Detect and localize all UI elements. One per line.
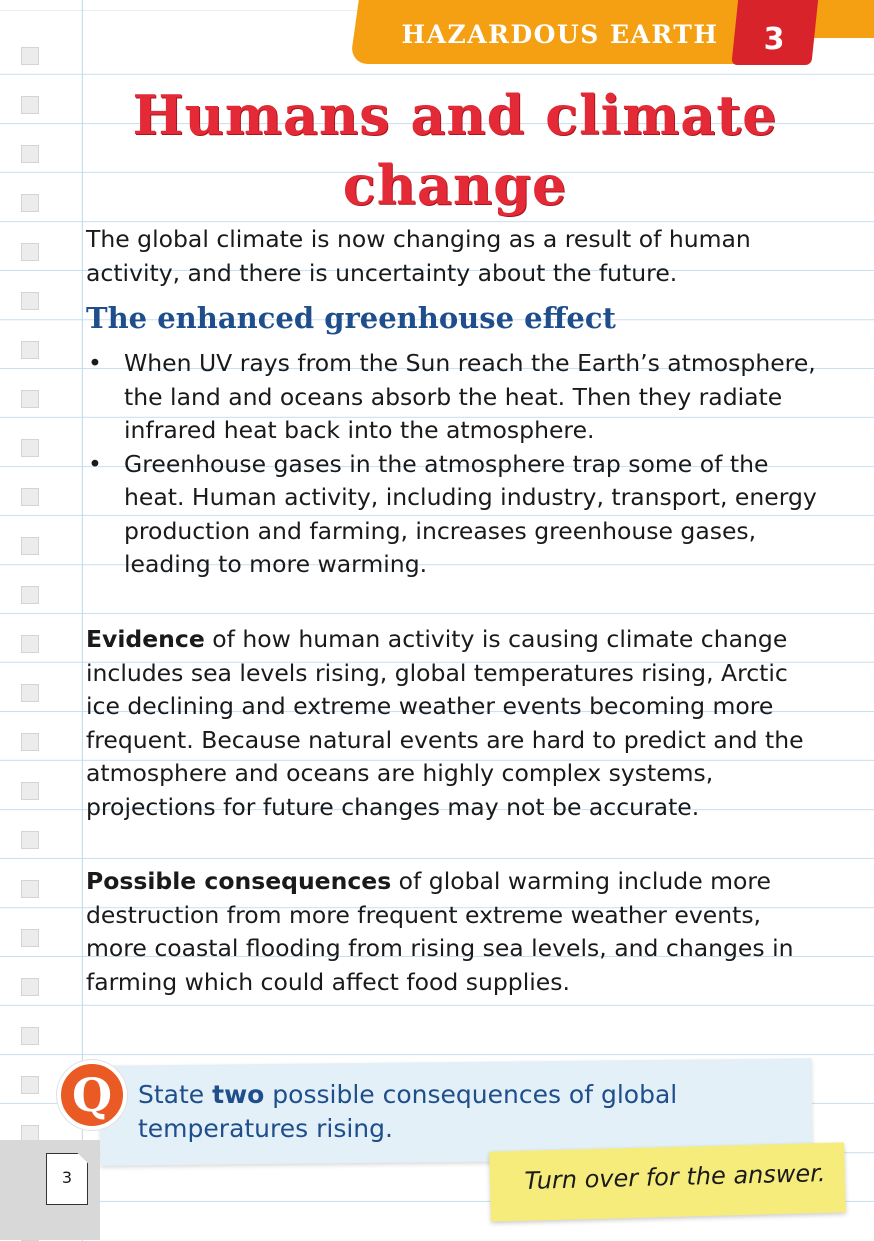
binder-hole (21, 635, 39, 653)
evidence-paragraph (86, 623, 826, 824)
binder-hole (21, 978, 39, 996)
binder-hole (21, 390, 39, 408)
binder-hole (21, 439, 39, 457)
question-icon (57, 1060, 127, 1130)
evidence-text: of how human activity is causing climate change includes sea levels rising, global temperatures rising, Arctic ice declining and extreme weather events becoming more frequent. Because natural events are hard to predict and the atmosphere and oceans are highly complex systems, projections for future changes may not be accurate. (86, 625, 804, 821)
section-subheading: The enhanced greenhouse effect (86, 301, 616, 335)
section-title: HAZARDOUS EARTH (401, 20, 719, 49)
consequences-paragraph (86, 865, 826, 999)
binder-hole (21, 733, 39, 751)
page-number: 3 (61, 1168, 73, 1187)
question-icon-letter: Q (71, 1068, 113, 1122)
binder-hole (21, 1027, 39, 1045)
binder-hole (21, 880, 39, 898)
binder-hole (21, 831, 39, 849)
page-title: Humans and climate change (132, 83, 778, 217)
list-item: • When UV rays from the Sun reach the Earth’s atmosphere, the land and oceans absorb the heat. Then they radiate infrared heat back into the atmosphere. (86, 347, 826, 448)
question-suffix: possible consequences of global temperatures rising. (138, 1080, 678, 1143)
binder-hole (21, 1076, 39, 1094)
binder-hole (21, 145, 39, 163)
binder-hole (21, 96, 39, 114)
binder-hole (21, 243, 39, 261)
binder-hole (21, 684, 39, 702)
chapter-number: 3 (763, 22, 785, 57)
bullet-list (86, 347, 826, 582)
question-text (138, 1078, 798, 1146)
consequences-text: of global warming include more destruction from more frequent extreme weather events, more coastal flooding from rising sea levels, and changes in farming which could affect food supplies. (86, 867, 794, 996)
binder-hole (21, 586, 39, 604)
binder-hole (21, 782, 39, 800)
binder-hole (21, 292, 39, 310)
binder-hole (21, 488, 39, 506)
binder-hole (21, 194, 39, 212)
consequences-lead: Possible consequences (86, 867, 392, 895)
evidence-lead: Evidence (86, 625, 205, 653)
binder-hole (21, 341, 39, 359)
binder-hole (21, 537, 39, 555)
list-item: • Greenhouse gases in the atmosphere trap some of the heat. Human activity, including industry, transport, energy production and farming, increases greenhouse gases, leading to more warming. (86, 448, 826, 582)
question-prefix: State (138, 1080, 213, 1109)
answer-note-text: Turn over for the answer. (524, 1159, 826, 1195)
binder-hole (21, 929, 39, 947)
binder-hole (21, 47, 39, 65)
question-emphasis: two (212, 1080, 265, 1109)
intro-paragraph: The global climate is now changing as a result of human activity, and there is uncertainty about the future. (86, 225, 751, 287)
